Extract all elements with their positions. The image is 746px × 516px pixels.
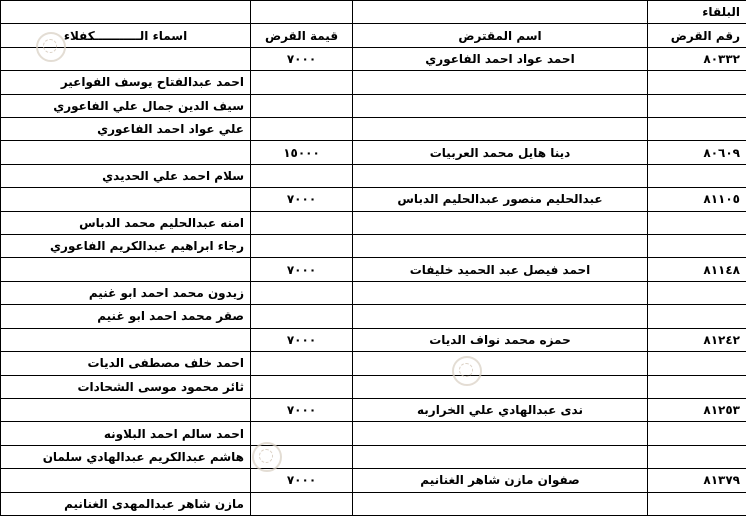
region-label: البلقاء bbox=[648, 1, 746, 24]
table-row bbox=[1, 94, 746, 117]
table-row bbox=[1, 398, 746, 421]
loan-amount-cell bbox=[251, 71, 353, 94]
header-row bbox=[1, 24, 746, 47]
watermark-stamp-icon bbox=[252, 442, 282, 472]
loan-number-cell: ٨١٢٤٢ bbox=[648, 328, 746, 351]
guarantor-name-cell bbox=[1, 398, 251, 421]
loan-amount-cell: ٧٠٠٠ bbox=[251, 258, 353, 281]
guarantor-name-cell: احمد عبدالفتاح يوسف الفواعير bbox=[1, 71, 251, 94]
guarantor-name-cell bbox=[1, 469, 251, 492]
borrower-name-cell bbox=[353, 71, 648, 94]
header-loan-no: رقم القرض bbox=[648, 24, 746, 47]
borrower-name-cell bbox=[353, 375, 648, 398]
loan-amount-cell bbox=[251, 94, 353, 117]
table-row bbox=[1, 188, 746, 211]
borrower-name-cell: احمد فيصل عبد الحميد خليفات bbox=[353, 258, 648, 281]
guarantor-name-cell: سيف الدين جمال علي الفاعوري bbox=[1, 94, 251, 117]
header-borrower: اسم المقترض bbox=[353, 24, 648, 47]
loan-number-cell bbox=[648, 118, 746, 141]
loan-amount-cell bbox=[251, 281, 353, 304]
table-row bbox=[1, 211, 746, 234]
loan-number-cell: ٨١١٠٥ bbox=[648, 188, 746, 211]
loan-number-cell bbox=[648, 375, 746, 398]
borrower-name-cell bbox=[353, 118, 648, 141]
borrower-name-cell: احمد عواد احمد الفاعوري bbox=[353, 47, 648, 70]
loan-number-cell: ٨١٢٥٣ bbox=[648, 398, 746, 421]
loan-number-cell: ٨٠٦٠٩ bbox=[648, 141, 746, 164]
loan-number-cell: ٨١٣٧٩ bbox=[648, 469, 746, 492]
header-guarantors: اسماء الـــــــــــكفلاء bbox=[1, 24, 251, 47]
borrower-name-cell: عبدالحليم منصور عبدالحليم الدباس bbox=[353, 188, 648, 211]
loan-amount-cell bbox=[251, 305, 353, 328]
guarantor-name-cell bbox=[1, 258, 251, 281]
loan-amount-cell: ٧٠٠٠ bbox=[251, 469, 353, 492]
table-row bbox=[1, 71, 746, 94]
empty-cell bbox=[353, 1, 648, 24]
empty-cell bbox=[1, 1, 251, 24]
loan-amount-cell: ٧٠٠٠ bbox=[251, 398, 353, 421]
loan-number-cell bbox=[648, 492, 746, 515]
table-row bbox=[1, 445, 746, 468]
watermark-stamp-icon bbox=[36, 32, 66, 62]
guarantor-name-cell: علي عواد احمد الفاعوري bbox=[1, 118, 251, 141]
loan-amount-cell bbox=[251, 492, 353, 515]
borrower-name-cell bbox=[353, 211, 648, 234]
table-row bbox=[1, 258, 746, 281]
guarantor-name-cell bbox=[1, 188, 251, 211]
borrower-name-cell: ندى عبدالهادي علي الخراربه bbox=[353, 398, 648, 421]
table-row bbox=[1, 469, 746, 492]
empty-cell bbox=[251, 1, 353, 24]
guarantor-name-cell: صقر محمد احمد ابو غنيم bbox=[1, 305, 251, 328]
borrower-name-cell bbox=[353, 94, 648, 117]
guarantor-name-cell: احمد سالم احمد البلاونه bbox=[1, 422, 251, 445]
loan-number-cell bbox=[648, 235, 746, 258]
loan-amount-cell bbox=[251, 164, 353, 187]
borrower-name-cell bbox=[353, 445, 648, 468]
loan-number-cell bbox=[648, 352, 746, 375]
loan-amount-cell: ٧٠٠٠ bbox=[251, 188, 353, 211]
table-row bbox=[1, 492, 746, 515]
table-row bbox=[1, 422, 746, 445]
loan-amount-cell bbox=[251, 375, 353, 398]
loan-number-cell bbox=[648, 94, 746, 117]
table-row bbox=[1, 375, 746, 398]
table-row bbox=[1, 47, 746, 70]
loan-number-cell bbox=[648, 164, 746, 187]
borrower-name-cell bbox=[353, 164, 648, 187]
borrower-name-cell bbox=[353, 235, 648, 258]
borrower-name-cell bbox=[353, 422, 648, 445]
loan-number-cell: ٨١١٤٨ bbox=[648, 258, 746, 281]
borrower-name-cell: دينا هايل محمد العربيات bbox=[353, 141, 648, 164]
borrower-name-cell: حمزه محمد نواف الديات bbox=[353, 328, 648, 351]
loan-number-cell bbox=[648, 422, 746, 445]
table-row bbox=[1, 281, 746, 304]
loan-number-cell bbox=[648, 71, 746, 94]
region-row bbox=[1, 1, 746, 24]
borrower-name-cell bbox=[353, 305, 648, 328]
loan-amount-cell bbox=[251, 118, 353, 141]
table-row bbox=[1, 164, 746, 187]
guarantor-name-cell bbox=[1, 328, 251, 351]
loan-amount-cell: ٧٠٠٠ bbox=[251, 328, 353, 351]
table-row bbox=[1, 328, 746, 351]
table-row bbox=[1, 305, 746, 328]
loan-number-cell bbox=[648, 281, 746, 304]
borrower-name-cell bbox=[353, 492, 648, 515]
guarantor-name-cell: مازن شاهر عبدالمهدى الغنانيم bbox=[1, 492, 251, 515]
guarantor-name-cell: هاشم عبدالكريم عبدالهادي سلمان bbox=[1, 445, 251, 468]
guarantor-name-cell: احمد خلف مصطفى الديات bbox=[1, 352, 251, 375]
guarantor-name-cell: ثائر محمود موسى الشحادات bbox=[1, 375, 251, 398]
loan-number-cell bbox=[648, 445, 746, 468]
loan-amount-cell bbox=[251, 211, 353, 234]
loan-number-cell: ٨٠٣٣٢ bbox=[648, 47, 746, 70]
borrower-name-cell bbox=[353, 352, 648, 375]
loan-amount-cell bbox=[251, 352, 353, 375]
table-row bbox=[1, 235, 746, 258]
borrower-name-cell: صفوان مازن شاهر الغنانيم bbox=[353, 469, 648, 492]
loan-amount-cell bbox=[251, 235, 353, 258]
guarantor-name-cell bbox=[1, 141, 251, 164]
guarantor-name-cell: سلام احمد علي الحديدي bbox=[1, 164, 251, 187]
header-amount: قيمة القرض bbox=[251, 24, 353, 47]
table-row bbox=[1, 141, 746, 164]
loan-number-cell bbox=[648, 211, 746, 234]
table-row bbox=[1, 352, 746, 375]
loan-amount-cell: ١٥٠٠٠ bbox=[251, 141, 353, 164]
loan-amount-cell: ٧٠٠٠ bbox=[251, 47, 353, 70]
loan-table-body bbox=[1, 1, 746, 516]
guarantor-name-cell: رجاء ابراهيم عبدالكريم الفاعوري bbox=[1, 235, 251, 258]
guarantor-name-cell: زيدون محمد احمد ابو غنيم bbox=[1, 281, 251, 304]
loan-number-cell bbox=[648, 305, 746, 328]
borrower-name-cell bbox=[353, 281, 648, 304]
guarantor-name-cell: امنه عبدالحليم محمد الدباس bbox=[1, 211, 251, 234]
watermark-stamp-icon bbox=[452, 356, 482, 386]
table-row bbox=[1, 118, 746, 141]
